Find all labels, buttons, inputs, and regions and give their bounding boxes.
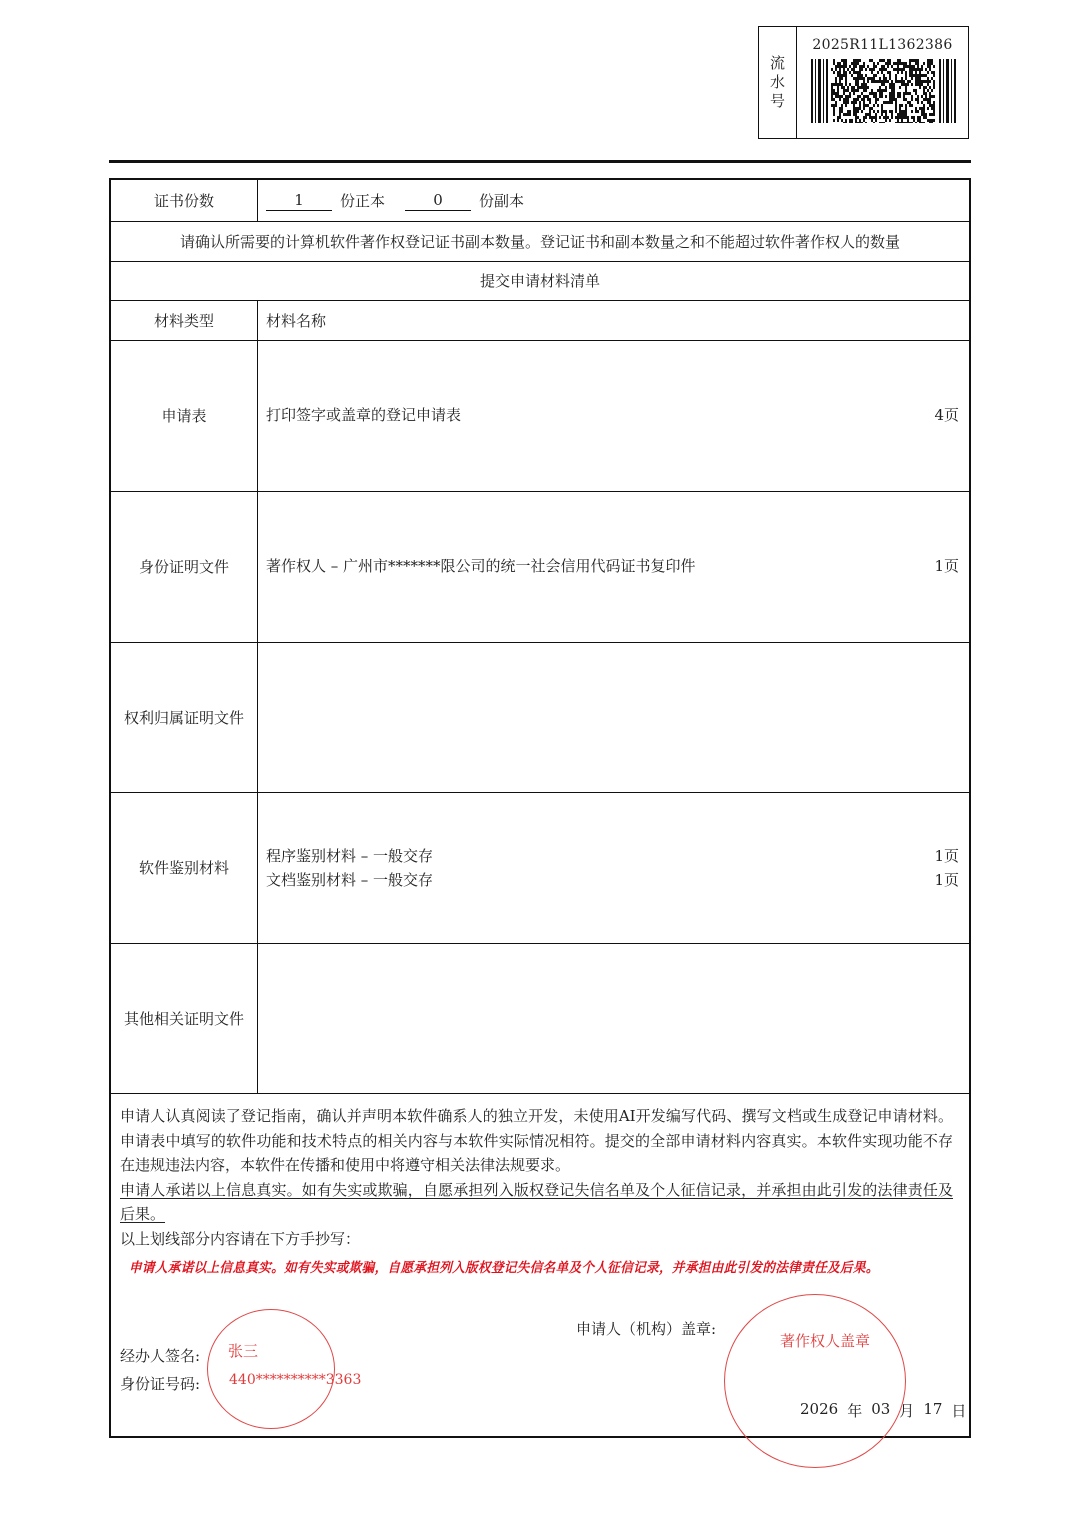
handwritten-commitment: 申请人承诺以上信息真实。如有失实或欺骗，自愿承担列入版权登记失信名单及个人征信记录，并承担由此引发的法律责任及后果。 (129, 1260, 879, 1276)
declaration-text (120, 1104, 953, 1251)
material-item-name: 文档鉴别材料 – 一般交存 (266, 871, 434, 889)
material-item-pages: 1页 (934, 871, 959, 889)
original-count: 1 (266, 190, 332, 211)
serial-number: 2025R11L1362386 (812, 37, 953, 53)
column-divider (257, 180, 258, 221)
material-item (266, 403, 959, 427)
declaration-body: 申请人认真阅读了登记指南，确认并声明本软件确系人的独立开发，未使用AI开发编写代码、撰写文档或生成登记申请材料。申请表中填写的软件功能和技术特点的相关内容与本软件实际情况相符。提交的全部申请材料内容真实。本软件实现功能不存在违规违法内容，本软件在传播和使用中将遵守相关法律法规要求。 (120, 1107, 953, 1174)
id-number-label: 身份证号码: (120, 1375, 201, 1393)
certificate-count-values (266, 180, 524, 221)
material-item-pages: 4页 (934, 406, 959, 424)
date-month: 03 (871, 1400, 891, 1418)
material-item (266, 844, 959, 868)
date-month-label: 月 (899, 1402, 915, 1420)
sign-date (800, 1400, 966, 1421)
certificate-note: 请确认所需要的计算机软件著作权登记证书副本数量。登记证书和副本数量之和不能超过软件著作权人的数量 (179, 232, 900, 251)
certificate-count-label: 证书份数 (153, 192, 214, 210)
material-item-name: 程序鉴别材料 – 一般交存 (266, 847, 434, 865)
date-day: 17 (923, 1400, 943, 1418)
serial-label-char: 号 (769, 92, 785, 110)
serial-label-char: 流 (769, 54, 785, 72)
material-item-pages: 1页 (934, 847, 959, 865)
serial-label (759, 27, 797, 138)
serial-label-char: 水 (769, 73, 785, 91)
row-divider (111, 1093, 969, 1094)
original-label: 份正本 (340, 192, 386, 210)
materials-section-title: 提交申请材料清单 (479, 272, 600, 290)
material-type-identification: 软件鉴别材料 (138, 859, 229, 877)
applicant-seal-text: 著作权人盖章 (780, 1332, 871, 1350)
agent-signature-value: 张三 (228, 1342, 259, 1360)
barcode-image (811, 59, 957, 123)
agent-signature-label: 经办人签名: (120, 1347, 201, 1365)
id-number-value: 440**********3363 (229, 1372, 362, 1388)
material-type-other: 其他相关证明文件 (123, 1009, 244, 1028)
material-item (266, 868, 959, 892)
header-rule (109, 160, 971, 163)
agent-seal-circle (207, 1309, 335, 1429)
application-form (109, 178, 971, 1438)
date-year-label: 年 (847, 1402, 863, 1420)
date-day-label: 日 (951, 1402, 967, 1420)
copy-instruction: 以上划线部分内容请在下方手抄写： (120, 1229, 361, 1248)
column-header-type: 材料类型 (153, 311, 214, 330)
copy-count: 0 (405, 190, 471, 211)
material-type-ownership: 权利归属证明文件 (123, 708, 244, 727)
column-divider (257, 300, 258, 1093)
material-type-identity: 身份证明文件 (138, 558, 229, 576)
material-item-pages: 1页 (934, 557, 959, 575)
material-type-application: 申请表 (161, 407, 207, 425)
material-item-name: 打印签字或盖章的登记申请表 (266, 406, 462, 424)
serial-number-box (758, 26, 969, 139)
date-year: 2026 (800, 1400, 839, 1418)
declaration-underlined: 申请人承诺以上信息真实。如有失实或欺骗，自愿承担列入版权登记失信名单及个人征信记录，并承担由此引发的法律责任及后果。 (120, 1180, 953, 1223)
column-header-name: 材料名称 (266, 311, 327, 330)
copy-label: 份副本 (479, 192, 525, 210)
applicant-seal-label: 申请人（机构）盖章: (576, 1320, 717, 1338)
material-item (266, 554, 959, 578)
applicant-seal-circle (724, 1294, 906, 1468)
material-item-name: 著作权人 – 广州市*******限公司的统一社会信用代码证书复印件 (266, 557, 696, 575)
